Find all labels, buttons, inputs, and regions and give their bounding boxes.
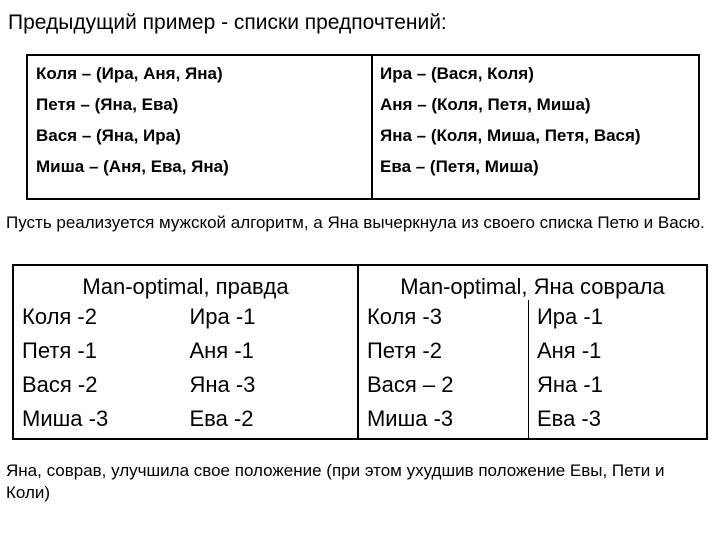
match-item: Ира -1 xyxy=(536,304,603,329)
results-table xyxy=(12,264,708,440)
preference-lists-table xyxy=(26,54,700,200)
match-item: Петя -1 xyxy=(22,338,97,363)
men-preference-item: Вася – (Яна, Ира) xyxy=(36,126,181,145)
match-item: Коля -3 xyxy=(366,304,442,329)
lied-women-cell xyxy=(528,300,707,439)
match-item: Вася -2 xyxy=(22,372,98,397)
men-preference-item: Коля – (Ира, Аня, Яна) xyxy=(36,64,223,83)
honest-men-cell xyxy=(13,300,181,439)
women-preferences-cell xyxy=(372,55,699,199)
men-preference-item: Миша – (Аня, Ева, Яна) xyxy=(36,157,229,176)
honest-header: Man-optimal, правда xyxy=(13,265,358,300)
match-item: Ева -2 xyxy=(189,406,254,431)
match-item: Миша -3 xyxy=(366,406,454,431)
scenario-text: Пусть реализуется мужской алгоритм, а Яна вычеркнула из своего списка Петю и Васю. xyxy=(6,213,705,232)
match-item: Миша -3 xyxy=(22,406,109,431)
match-item: Аня -1 xyxy=(536,338,602,363)
match-item: Ира -1 xyxy=(189,304,256,329)
men-preferences-cell xyxy=(27,55,372,199)
match-item: Ева -3 xyxy=(536,406,601,431)
women-preference-item: Ева – (Петя, Миша) xyxy=(380,157,539,176)
conclusion-text: Яна, соврав, улучшила свое положение (при этом ухудшив положение Евы, Пети и Коли) xyxy=(6,461,665,502)
match-item: Яна -3 xyxy=(189,372,256,397)
match-item: Петя -2 xyxy=(366,338,442,363)
men-preference-item: Петя – (Яна, Ева) xyxy=(36,95,179,114)
match-item: Аня -1 xyxy=(189,338,254,363)
match-item: Яна -1 xyxy=(536,372,603,397)
women-preference-item: Ира – (Вася, Коля) xyxy=(380,64,534,83)
match-item: Вася – 2 xyxy=(366,372,454,397)
women-preference-item: Аня – (Коля, Петя, Миша) xyxy=(380,95,591,114)
honest-women-cell xyxy=(181,300,358,439)
match-item: Коля -2 xyxy=(22,304,97,329)
slide-title: Предыдущий пример - списки предпочтений: xyxy=(8,11,447,34)
women-preference-item: Яна – (Коля, Миша, Петя, Вася) xyxy=(380,126,641,145)
lied-header: Man-optimal, Яна соврала xyxy=(400,274,665,299)
lied-men-cell xyxy=(358,300,528,439)
